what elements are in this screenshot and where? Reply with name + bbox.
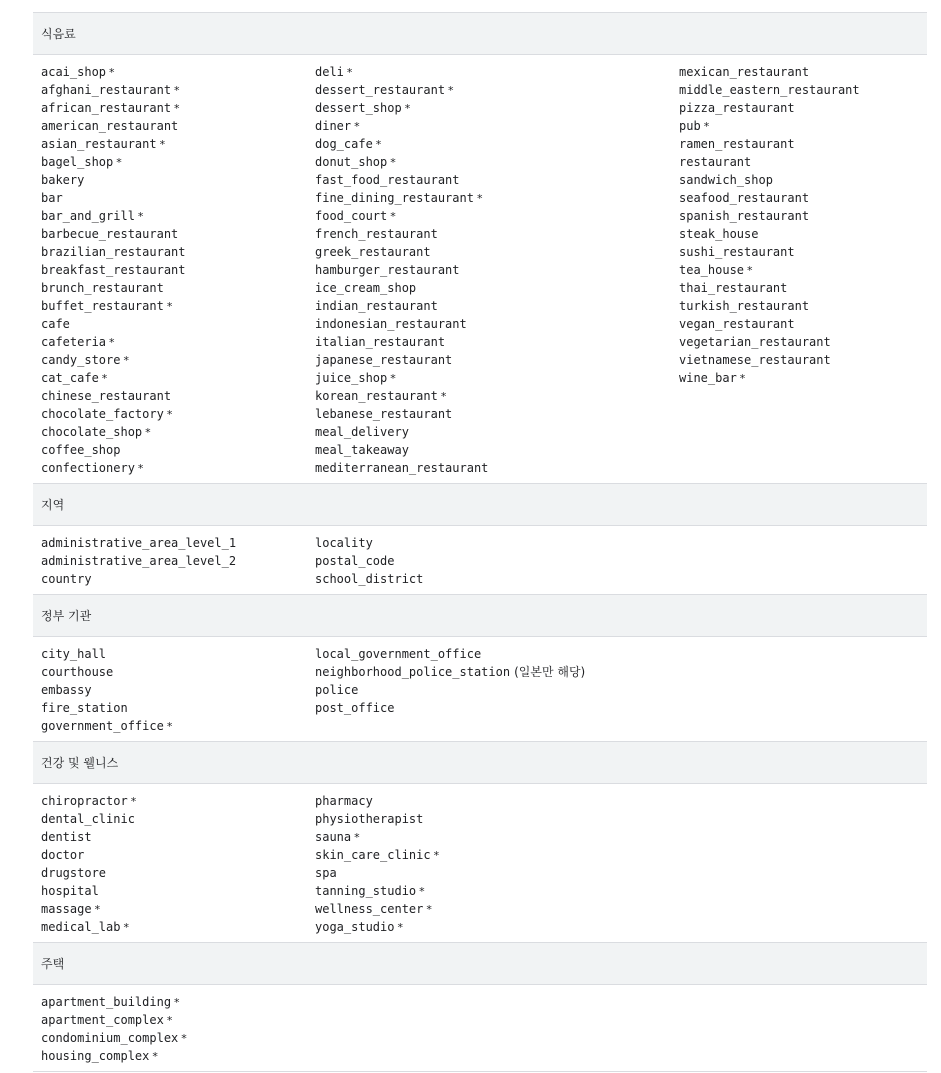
section-header-geographical-areas: 지역	[33, 484, 927, 526]
place-type-item: cafe	[41, 317, 70, 331]
new-type-asterisk: *	[354, 831, 360, 844]
place-type-item: brunch_restaurant	[41, 281, 164, 295]
new-type-asterisk: *	[166, 720, 173, 733]
place-type-item: acai_shop *	[41, 65, 115, 79]
place-type-item: cat_cafe *	[41, 371, 108, 385]
place-type-item: pub *	[679, 119, 710, 133]
place-type-item: ice_cream_shop	[315, 281, 417, 295]
place-type-item: sauna *	[315, 830, 360, 844]
place-type-item: school_district	[315, 572, 424, 586]
type-column	[41, 993, 315, 1065]
place-type-item: neighborhood_police_station (일본만 해당)	[315, 665, 586, 679]
table-top-border	[33, 0, 927, 13]
new-type-asterisk: *	[476, 192, 483, 205]
place-type-item: indian_restaurant	[315, 299, 438, 313]
place-type-item: vegetarian_restaurant	[679, 335, 831, 349]
type-column	[315, 63, 679, 477]
type-column	[315, 792, 679, 936]
new-type-asterisk: *	[159, 138, 166, 151]
section-body-geographical-areas	[33, 526, 927, 595]
place-type-item: pharmacy	[315, 794, 373, 808]
place-type-item: spa	[315, 866, 337, 880]
place-type-item: courthouse	[41, 665, 114, 679]
new-type-asterisk: *	[426, 903, 432, 916]
new-type-asterisk: *	[390, 372, 396, 385]
place-type-item: local_government_office	[315, 647, 482, 661]
new-type-asterisk: *	[174, 102, 180, 115]
place-type-item: housing_complex *	[41, 1049, 158, 1063]
type-column	[41, 792, 315, 936]
place-type-item: vietnamese_restaurant	[679, 353, 831, 367]
new-type-asterisk: *	[137, 210, 144, 223]
new-type-asterisk: *	[166, 1014, 173, 1027]
place-type-item: pizza_restaurant	[679, 101, 795, 115]
new-type-asterisk: *	[390, 156, 396, 169]
place-type-item: city_hall	[41, 647, 107, 661]
type-column	[315, 534, 679, 588]
place-type-item: thai_restaurant	[679, 281, 788, 295]
section-header-housing: 주택	[33, 943, 927, 985]
place-type-item: dental_clinic	[41, 812, 135, 826]
new-type-asterisk: *	[101, 372, 108, 385]
place-type-item: mediterranean_restaurant	[315, 461, 489, 475]
new-type-asterisk: *	[397, 921, 403, 934]
section-body-health-and-wellness	[33, 784, 927, 943]
place-type-item: chiropractor *	[41, 794, 137, 808]
place-type-item: administrative_area_level_1	[41, 536, 237, 550]
place-type-item: greek_restaurant	[315, 245, 431, 259]
section-body-housing	[33, 985, 927, 1072]
place-type-item: american_restaurant	[41, 119, 179, 133]
place-type-item: coffee_shop	[41, 443, 121, 457]
place-type-item: wellness_center *	[315, 902, 432, 916]
place-type-item: japanese_restaurant	[315, 353, 453, 367]
place-type-item: candy_store *	[41, 353, 129, 367]
new-type-asterisk: *	[116, 156, 122, 169]
new-type-asterisk: *	[354, 120, 360, 133]
place-type-item: doctor	[41, 848, 85, 862]
place-type-item: physiotherapist	[315, 812, 424, 826]
new-type-asterisk: *	[166, 300, 173, 313]
section-body-food-and-drink	[33, 55, 927, 484]
place-type-item: skin_care_clinic *	[315, 848, 440, 862]
place-type-item: french_restaurant	[315, 227, 438, 241]
new-type-asterisk: *	[123, 921, 129, 934]
type-column	[679, 993, 919, 1065]
place-type-item: turkish_restaurant	[679, 299, 810, 313]
new-type-asterisk: *	[404, 102, 411, 115]
new-type-asterisk: *	[152, 1050, 158, 1063]
place-type-item: chocolate_shop *	[41, 425, 151, 439]
section-header-food-and-drink: 식음료	[33, 13, 927, 55]
type-column	[679, 792, 919, 936]
place-type-item: steak_house	[679, 227, 759, 241]
place-type-item: restaurant	[679, 155, 752, 169]
place-type-item: apartment_complex *	[41, 1013, 173, 1027]
new-type-asterisk: *	[747, 264, 753, 277]
new-type-asterisk: *	[174, 996, 180, 1009]
new-type-asterisk: *	[440, 390, 447, 403]
place-type-item: locality	[315, 536, 373, 550]
place-type-item: bar	[41, 191, 63, 205]
place-type-item: barbecue_restaurant	[41, 227, 179, 241]
type-column	[315, 993, 679, 1065]
type-column	[41, 534, 315, 588]
place-type-item: spanish_restaurant	[679, 209, 810, 223]
new-type-asterisk: *	[130, 795, 137, 808]
new-type-asterisk: *	[123, 354, 129, 367]
new-type-asterisk: *	[739, 372, 746, 385]
new-type-asterisk: *	[375, 138, 382, 151]
place-type-item: asian_restaurant *	[41, 137, 166, 151]
place-type-item: fire_station	[41, 701, 128, 715]
new-type-asterisk: *	[419, 885, 425, 898]
place-type-item: korean_restaurant *	[315, 389, 447, 403]
availability-note: (일본만 해당)	[514, 665, 586, 679]
place-type-item: hospital	[41, 884, 99, 898]
place-type-item: donut_shop *	[315, 155, 396, 169]
place-type-item: ramen_restaurant	[679, 137, 795, 151]
new-type-asterisk: *	[174, 84, 180, 97]
place-type-item: dessert_restaurant *	[315, 83, 454, 97]
place-type-item: massage *	[41, 902, 101, 916]
new-type-asterisk: *	[94, 903, 101, 916]
place-type-item: drugstore	[41, 866, 107, 880]
new-type-asterisk: *	[390, 210, 396, 223]
new-type-asterisk: *	[166, 408, 173, 421]
place-type-item: fast_food_restaurant	[315, 173, 460, 187]
type-column	[315, 645, 679, 735]
place-type-item: cafeteria *	[41, 335, 115, 349]
place-type-item: indonesian_restaurant	[315, 317, 467, 331]
place-type-item: confectionery *	[41, 461, 144, 475]
place-types-table	[33, 0, 927, 1072]
place-type-item: vegan_restaurant	[679, 317, 795, 331]
place-type-item: afghani_restaurant *	[41, 83, 180, 97]
new-type-asterisk: *	[346, 66, 353, 79]
place-type-item: deli *	[315, 65, 353, 79]
new-type-asterisk: *	[109, 66, 115, 79]
place-type-item: medical_lab *	[41, 920, 129, 934]
place-type-item: bar_and_grill *	[41, 209, 144, 223]
place-type-item: police	[315, 683, 359, 697]
place-type-item: italian_restaurant	[315, 335, 446, 349]
place-type-item: sushi_restaurant	[679, 245, 795, 259]
new-type-asterisk: *	[703, 120, 710, 133]
place-type-item: breakfast_restaurant	[41, 263, 186, 277]
place-type-item: diner *	[315, 119, 360, 133]
new-type-asterisk: *	[109, 336, 115, 349]
place-type-item: chocolate_factory *	[41, 407, 173, 421]
type-column	[679, 63, 919, 477]
section-header-health-and-wellness: 건강 및 웰니스	[33, 742, 927, 784]
place-type-item: hamburger_restaurant	[315, 263, 460, 277]
place-type-item: chinese_restaurant	[41, 389, 172, 403]
new-type-asterisk: *	[181, 1032, 187, 1045]
place-type-item: wine_bar *	[679, 371, 746, 385]
place-type-item: lebanese_restaurant	[315, 407, 453, 421]
place-type-item: brazilian_restaurant	[41, 245, 186, 259]
place-type-item: tanning_studio *	[315, 884, 425, 898]
place-type-item: meal_delivery	[315, 425, 409, 439]
place-type-item: juice_shop *	[315, 371, 396, 385]
place-type-item: mexican_restaurant	[679, 65, 810, 79]
type-column	[679, 534, 919, 588]
place-type-item: meal_takeaway	[315, 443, 409, 457]
place-type-item: post_office	[315, 701, 395, 715]
place-type-item: postal_code	[315, 554, 395, 568]
place-type-item: seafood_restaurant	[679, 191, 810, 205]
place-type-item: dog_cafe *	[315, 137, 382, 151]
place-type-item: middle_eastern_restaurant	[679, 83, 860, 97]
place-type-item: yoga_studio *	[315, 920, 403, 934]
type-column	[679, 645, 919, 735]
place-type-item: bakery	[41, 173, 85, 187]
place-type-item: condominium_complex *	[41, 1031, 187, 1045]
place-type-item: embassy	[41, 683, 92, 697]
type-column	[41, 63, 315, 477]
place-type-item: buffet_restaurant *	[41, 299, 173, 313]
place-type-item: country	[41, 572, 92, 586]
place-type-item: food_court *	[315, 209, 396, 223]
place-type-item: african_restaurant *	[41, 101, 180, 115]
new-type-asterisk: *	[433, 849, 440, 862]
place-type-item: bagel_shop *	[41, 155, 122, 169]
place-type-item: dentist	[41, 830, 92, 844]
place-type-item: tea_house *	[679, 263, 753, 277]
section-header-government: 정부 기관	[33, 595, 927, 637]
new-type-asterisk: *	[137, 462, 144, 475]
place-type-item: sandwich_shop	[679, 173, 773, 187]
section-body-government	[33, 637, 927, 742]
place-type-item: fine_dining_restaurant *	[315, 191, 483, 205]
new-type-asterisk: *	[448, 84, 454, 97]
place-type-item: apartment_building *	[41, 995, 180, 1009]
place-type-item: dessert_shop *	[315, 101, 411, 115]
place-type-item: administrative_area_level_2	[41, 554, 237, 568]
type-column	[41, 645, 315, 735]
new-type-asterisk: *	[145, 426, 151, 439]
place-type-item: government_office *	[41, 719, 173, 733]
